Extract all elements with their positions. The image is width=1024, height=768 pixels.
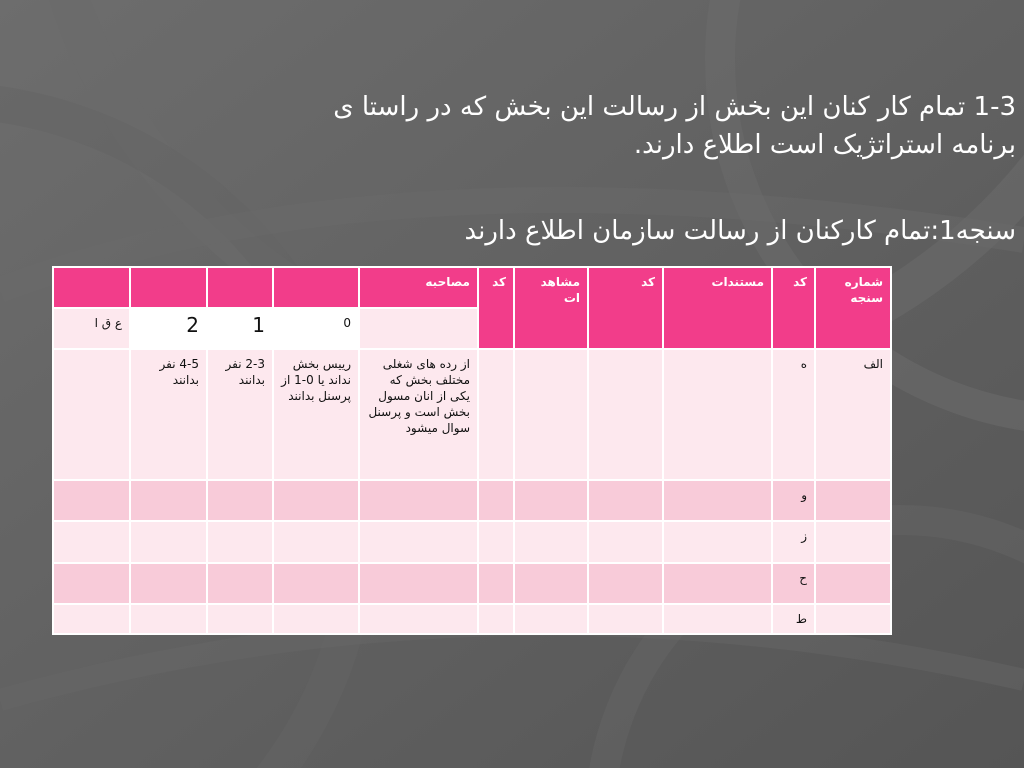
assessment-table bbox=[52, 266, 892, 635]
header-interview: مصاحبه bbox=[359, 267, 478, 308]
row-code: ز bbox=[772, 521, 815, 563]
row-code: ط bbox=[772, 604, 815, 634]
header-documents: مستندات bbox=[663, 267, 772, 349]
cell-score-0: رییس بخش نداند یا 0-1 از پرسنل بدانند bbox=[273, 349, 359, 480]
table-row bbox=[53, 521, 891, 563]
header-blank-3 bbox=[130, 267, 207, 308]
slide-subheading: سنجه1:تمام کارکنان از رسالت سازمان اطلاع دارند bbox=[464, 216, 1016, 246]
cell-score-2: 4-5 نفر بدانند bbox=[130, 349, 207, 480]
cell-code-2 bbox=[588, 349, 663, 480]
header-row bbox=[53, 267, 891, 308]
table-row bbox=[53, 349, 891, 480]
header-blank-2 bbox=[207, 267, 273, 308]
row-code: و bbox=[772, 480, 815, 521]
heading-line-2: برنامه استراتژیک است اطلاع دارند. bbox=[633, 130, 1016, 160]
header-blank-1 bbox=[273, 267, 359, 308]
cell-interview: از رده های شغلی مختلف بخش که یکی از انان مسول بخش است و پرسنل سوال میشود bbox=[359, 349, 478, 480]
cell-code-3 bbox=[478, 349, 514, 480]
scale-empty bbox=[359, 308, 478, 349]
table-row bbox=[53, 563, 891, 604]
heading-line-1: 1-3 تمام کار کنان این بخش از رسالت این بخش که در راستا ی bbox=[333, 92, 1016, 122]
header-measure-number: شماره سنجه bbox=[815, 267, 891, 349]
scale-score-2: 2 bbox=[130, 308, 207, 349]
cell-score-1: 2-3 نفر بدانند bbox=[207, 349, 273, 480]
header-code-3: کد bbox=[478, 267, 514, 349]
scale-na: ع ق ا bbox=[53, 308, 130, 349]
scale-score-1: 1 bbox=[207, 308, 273, 349]
cell-measure-id: الف bbox=[815, 349, 891, 480]
cell-observations bbox=[514, 349, 588, 480]
table-row bbox=[53, 480, 891, 521]
slide-heading bbox=[36, 88, 1016, 164]
header-code-1: کد bbox=[772, 267, 815, 349]
row-code: ح bbox=[772, 563, 815, 604]
cell-code: ه bbox=[772, 349, 815, 480]
scale-score-0: 0 bbox=[273, 308, 359, 349]
header-observations: مشاهد ات bbox=[514, 267, 588, 349]
header-code-2: کد bbox=[588, 267, 663, 349]
cell-na bbox=[53, 349, 130, 480]
table-row bbox=[53, 604, 891, 634]
cell-documents bbox=[663, 349, 772, 480]
header-blank-4 bbox=[53, 267, 130, 308]
